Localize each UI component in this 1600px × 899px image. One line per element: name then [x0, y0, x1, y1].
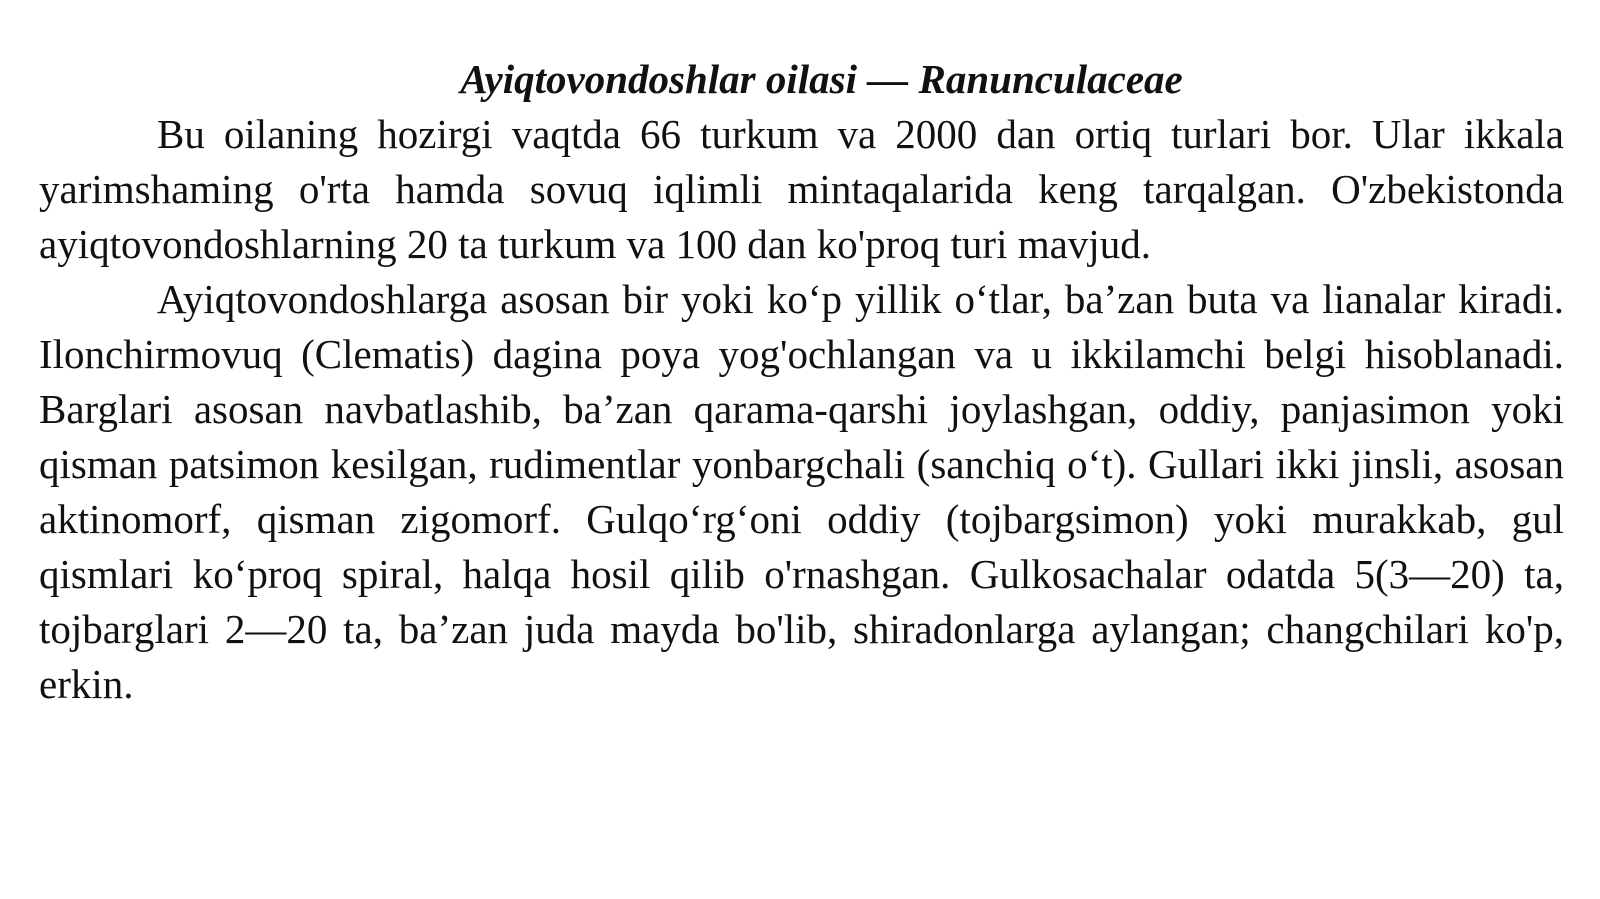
document-page [39, 52, 1564, 712]
paragraph-1: Bu oilaning hozirgi vaqtda 66 turkum va 2000 dan ortiq turlari bor. Ular ikkala yarimshaming o'rta hamda sovuq iqlimli mintaqalarida keng tarqalgan. O'zbekistonda ayiqtovondoshlarning 20 ta turkum va 100 dan ko'proq turi mavjud. [39, 111, 1564, 267]
document-title: Ayiqtovondoshlar oilasi — Ranunculaceae [460, 56, 1183, 102]
paragraph-2: Ayiqtovondoshlarga asosan bir yoki koʻp yillik oʻtlar, baʼzan buta va lianalar kiradi. Ilonchirmovuq (Clematis) dagina poya yog'ochlangan va u ikkilamchi belgi hisoblanadi. Barglari asosan navbatlashib, baʼzan qarama-qarshi joylashgan, oddiy, panjasimon yoki qisman patsimon kesilgan, rudimentlar yonbargchali (sanchiq oʻt). Gullari ikki jinsli, asosan aktinomorf, qisman zigomorf. Gulqoʻrgʻoni oddiy (tojbargsimon) yoki murakkab, gul qismlari koʻproq spiral, halqa hosil qilib o'rnashgan. Gulkosachalar odatda 5(3—20) ta, tojbarglari 2—20 ta, baʼzan juda mayda bo'lib, shiradonlarga aylangan; changchilari ko'p, erkin. [39, 276, 1564, 707]
